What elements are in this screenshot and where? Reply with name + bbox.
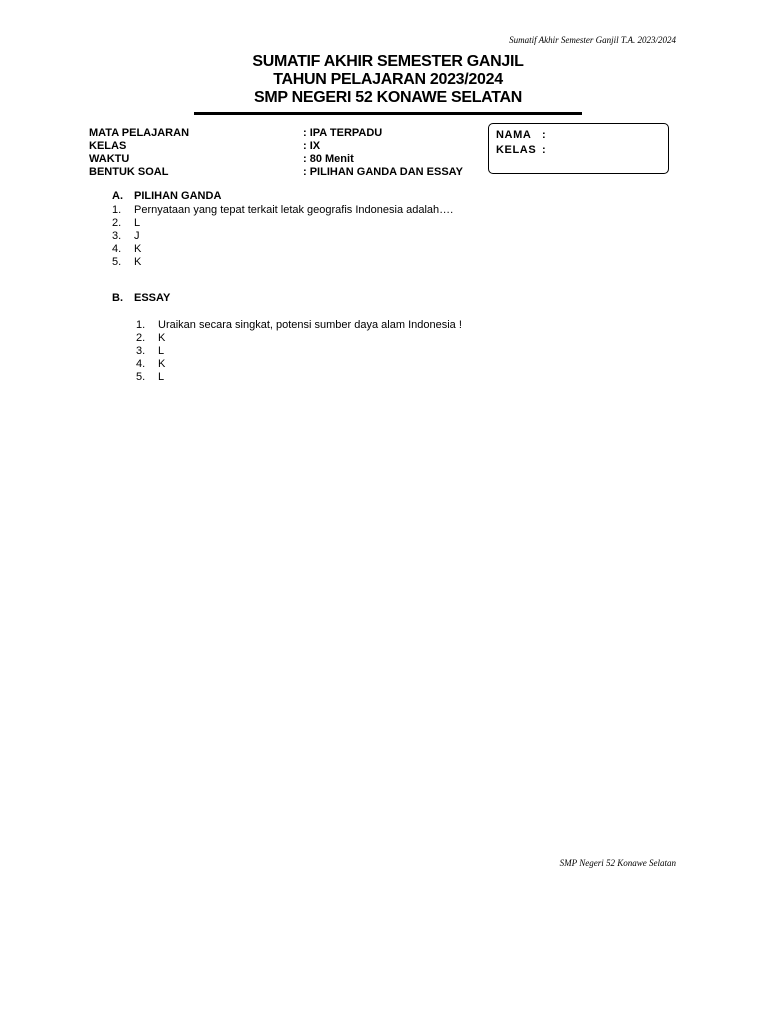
question-text: Uraikan secara singkat, potensi sumber daya alam Indonesia ! (158, 319, 462, 331)
class-row (496, 143, 668, 158)
list-item (136, 358, 462, 371)
title-line-1: SUMATIF AKHIR SEMESTER GANJIL (252, 53, 524, 70)
question-text: K (158, 358, 166, 370)
info-row-question-type (89, 166, 463, 179)
question-number: 4. (136, 358, 146, 370)
class-separator: : (542, 144, 547, 156)
info-value: : IPA TERPADU (303, 127, 383, 139)
info-row-time (89, 153, 463, 166)
question-number: 2. (136, 332, 146, 344)
list-item (112, 217, 453, 230)
title-line-3: SMP NEGERI 52 KONAWE SELATAN (253, 89, 523, 106)
info-label: MATA PELAJARAN (89, 127, 190, 139)
essay-list (136, 319, 462, 384)
info-value: : 80 Menit (303, 153, 354, 165)
list-item (112, 230, 453, 243)
name-row (496, 128, 668, 143)
question-number: 5. (112, 256, 122, 268)
question-text: K (134, 256, 142, 268)
section-essay-heading (112, 292, 170, 305)
info-value: : IX (303, 140, 321, 152)
question-number: 4. (112, 243, 122, 255)
info-label: BENTUK SOAL (89, 166, 169, 178)
question-text: L (134, 217, 141, 229)
student-id-box (488, 123, 669, 174)
page-footer-note: SMP Negeri 52 Konawe Selatan (559, 858, 676, 868)
name-label: NAMA (496, 129, 532, 141)
section-title: ESSAY (134, 292, 171, 304)
question-text: Pernyataan yang tepat terkait letak geografis Indonesia adalah…. (134, 204, 454, 216)
name-separator: : (542, 129, 547, 141)
multiple-choice-list (112, 204, 453, 269)
info-value: : PILIHAN GANDA DAN ESSAY (303, 166, 463, 178)
title-underline (194, 112, 582, 115)
section-multiple-choice-heading (112, 190, 221, 203)
title-line-2: TAHUN PELAJARAN 2023/2024 (273, 71, 503, 88)
question-text: L (158, 371, 165, 383)
info-label: KELAS (89, 140, 127, 152)
section-letter: A. (112, 190, 123, 202)
question-text: K (158, 332, 166, 344)
list-item (136, 319, 462, 332)
question-text: L (158, 345, 165, 357)
class-label: KELAS (496, 144, 537, 156)
info-row-class (89, 140, 463, 153)
page-header-note: Sumatif Akhir Semester Ganjil T.A. 2023/2024 (509, 35, 676, 45)
info-row-subject (89, 127, 463, 140)
section-letter: B. (112, 292, 123, 304)
list-item (112, 256, 453, 269)
question-text: J (134, 230, 140, 242)
question-number: 3. (112, 230, 122, 242)
document-title (194, 53, 582, 107)
list-item (136, 332, 462, 345)
question-number: 3. (136, 345, 146, 357)
question-number: 1. (112, 204, 122, 216)
info-label: WAKTU (89, 153, 130, 165)
section-title: PILIHAN GANDA (134, 190, 222, 202)
question-number: 5. (136, 371, 146, 383)
exam-info (89, 127, 463, 179)
question-text: K (134, 243, 142, 255)
list-item (112, 243, 453, 256)
list-item (136, 345, 462, 358)
list-item (136, 371, 462, 384)
list-item (112, 204, 453, 217)
question-number: 1. (136, 319, 146, 331)
question-number: 2. (112, 217, 122, 229)
